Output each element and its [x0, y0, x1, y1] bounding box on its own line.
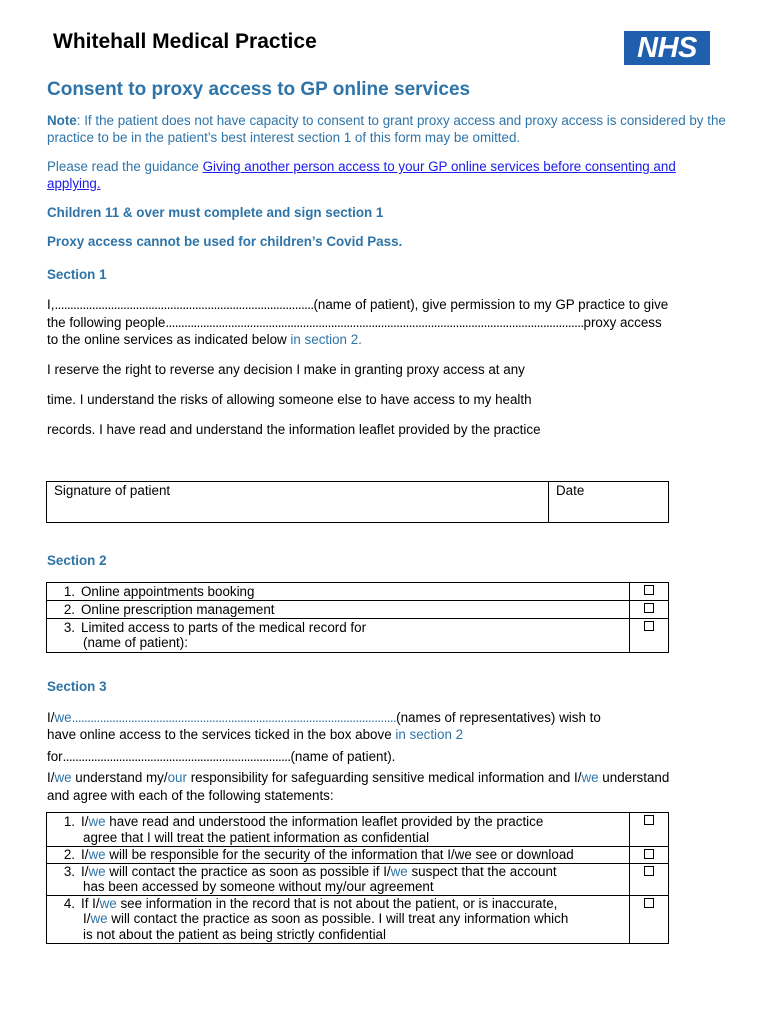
reserve-line-2: time. I understand the risks of allowing someone else to have access to my health [47, 392, 532, 407]
statement-text: have read and understood the information leaflet provided by the practice [105, 814, 544, 829]
responsibility-line1 [47, 769, 727, 786]
section2-heading: Section 2 [47, 553, 107, 568]
patient-name-blank[interactable]: ................................................................................... [54, 297, 314, 312]
statement-text: I/ [81, 847, 89, 862]
section1-line1 [47, 296, 727, 313]
responsibility-line2: and agree with each of the following statements: [47, 788, 334, 803]
statement-checkbox[interactable] [644, 849, 654, 859]
s3-we: we [54, 710, 72, 725]
service-sub-label: (name of patient): [83, 635, 188, 650]
statement-row [47, 813, 630, 847]
statement-checkbox[interactable] [644, 866, 654, 876]
s1-line2-start: the following people [47, 315, 166, 330]
service-row [47, 583, 630, 601]
resp-we: we [54, 770, 72, 785]
s1-line2-end: proxy access [583, 315, 662, 330]
resp-we: we [581, 770, 599, 785]
date-field[interactable] [549, 482, 669, 523]
signature-table [46, 481, 669, 523]
s3-patient-blank[interactable]: ......................................................................... [62, 749, 291, 764]
resp-c: responsibility for safeguarding sensitive medical information and I/ [186, 770, 582, 785]
statement-text: I/ [81, 814, 89, 829]
statement-we: we [88, 814, 106, 829]
guidance-paragraph [47, 158, 727, 192]
statement-we: we [88, 847, 106, 862]
statements-table [46, 812, 669, 944]
statement-we: we [90, 911, 108, 926]
date-label: Date [556, 483, 585, 498]
resp-our: our [167, 770, 187, 785]
s3-for: for [47, 749, 63, 764]
statement-text: see information in the record that is not about the patient, or is inaccurate, [116, 895, 558, 911]
s1-i: I, [47, 297, 55, 312]
section3-line1 [47, 709, 727, 726]
service-num: 3. [63, 620, 75, 635]
service-checkbox[interactable] [644, 585, 654, 595]
s3-line2-blue: in section 2 [395, 727, 464, 742]
section1-heading: Section 1 [47, 267, 107, 282]
service-checkbox-cell [630, 583, 669, 601]
resp-a: I/ [47, 770, 55, 785]
statement-checkbox[interactable] [644, 898, 654, 908]
service-label: Online prescription management [81, 602, 275, 617]
statement-row [47, 847, 630, 864]
services-table [46, 582, 669, 653]
statement-text: I/ [81, 863, 89, 879]
section3-heading: Section 3 [47, 679, 107, 694]
statement-row [47, 895, 630, 944]
statement-we: we [88, 863, 106, 879]
statement-num: 1. [63, 814, 75, 829]
service-num: 2. [63, 602, 75, 617]
patient-signature-field[interactable] [47, 482, 549, 523]
statement-text: suspect that the account [407, 863, 557, 879]
note-text: : If the patient does not have capacity to consent to grant proxy access and proxy access is considered by the practice to be in the patient’s best interest section 1 of this form may be omitted. [47, 113, 726, 145]
section1-line2 [47, 314, 727, 331]
statement-checkbox-cell [630, 847, 669, 864]
guidance-link[interactable]: Giving another person access to your GP online services before consenting and applying. [47, 159, 676, 191]
nhs-logo: NHS [624, 31, 710, 65]
statement-checkbox-cell [630, 813, 669, 847]
service-checkbox-cell [630, 601, 669, 619]
s1-line1-end: (name of patient), give permission to my GP practice to give [313, 297, 669, 312]
statement-checkbox-cell [630, 895, 669, 944]
resp-d: understand [598, 770, 670, 785]
statement-text: If I/ [81, 895, 100, 911]
note-label: Note [47, 113, 77, 128]
statement-text: is not about the patient as being strictly confidential [83, 926, 386, 942]
service-row [47, 601, 630, 619]
s1-line3-start: to the online services as indicated below [47, 332, 291, 347]
service-checkbox[interactable] [644, 603, 654, 613]
s3-i: I/ [47, 710, 55, 725]
service-label: Limited access to parts of the medical record for [81, 620, 367, 635]
section3-line2 [47, 726, 727, 743]
representatives-blank[interactable]: ........................................................................................................ [71, 710, 397, 725]
statement-num: 3. [63, 863, 75, 879]
reserve-line-1: I reserve the right to reverse any decision I make in granting proxy access at any [47, 362, 525, 377]
statement-text: will be responsible for the security of the information that I/we see or download [105, 847, 574, 862]
statement-checkbox-cell [630, 863, 669, 895]
statement-text: will contact the practice as soon as possible. I will treat any information which [107, 911, 569, 926]
statement-we: we [390, 863, 408, 879]
s1-line3-blue: in section 2. [290, 332, 362, 347]
statement-text: has been accessed by someone without my/our agreement [83, 879, 434, 894]
statement-row [47, 863, 630, 895]
statement-text: will contact the practice as soon as possible if I/ [105, 863, 391, 879]
statement-num: 2. [63, 847, 75, 862]
s3-line3-end: (name of patient). [290, 749, 396, 764]
service-row [47, 619, 630, 653]
covid-notice: Proxy access cannot be used for children’s Covid Pass. [47, 234, 403, 249]
guidance-prefix: Please read the guidance [47, 159, 203, 174]
proxy-people-blank[interactable]: ...................................................................................................................................... [165, 315, 584, 330]
s3-line2-start: have online access to the services ticked in the box above [47, 727, 396, 742]
s3-line1-end: (names of representatives) wish to [396, 710, 601, 725]
page-title: Consent to proxy access to GP online services [47, 79, 471, 100]
statement-checkbox[interactable] [644, 815, 654, 825]
signature-label: Signature of patient [54, 483, 171, 498]
section3-line3 [47, 748, 727, 765]
service-label: Online appointments booking [81, 584, 255, 599]
children-notice: Children 11 & over must complete and sign section 1 [47, 205, 384, 220]
reserve-line-3: records. I have read and understand the information leaflet provided by the practice [47, 422, 541, 437]
service-checkbox-cell [630, 619, 669, 653]
statement-line [61, 911, 615, 927]
statement-text: I/ [83, 911, 91, 926]
service-checkbox[interactable] [644, 621, 654, 631]
practice-name: Whitehall Medical Practice [53, 30, 317, 53]
statement-text: agree that I will treat the patient information as confidential [83, 829, 430, 845]
resp-b: understand my/ [71, 770, 168, 785]
statement-we: we [99, 895, 117, 911]
service-num: 1. [63, 584, 75, 599]
statement-num: 4. [63, 895, 75, 911]
section1-line3 [47, 331, 727, 348]
note-paragraph [47, 112, 727, 146]
